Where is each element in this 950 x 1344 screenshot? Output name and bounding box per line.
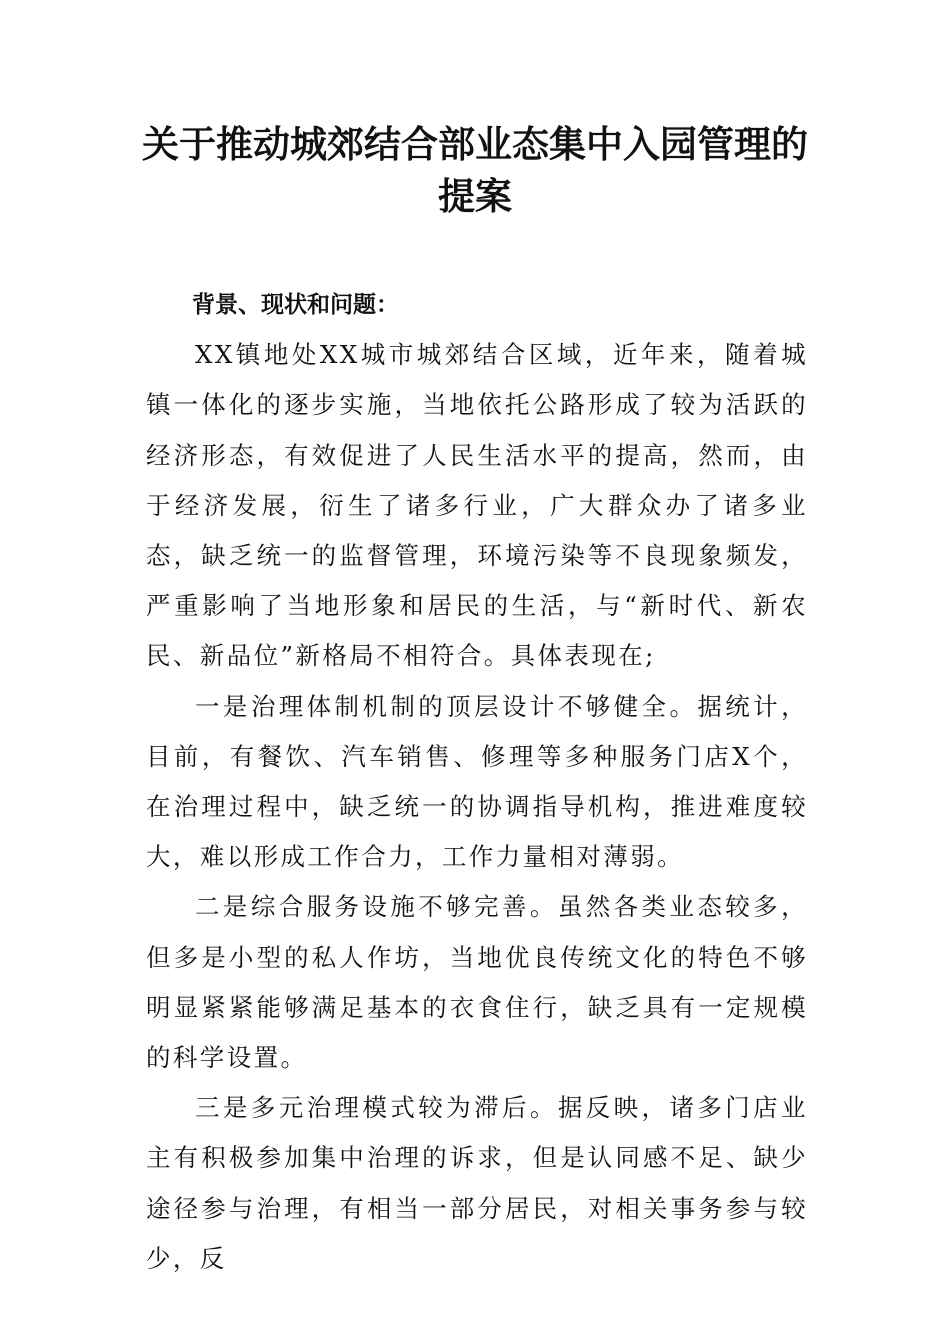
document-body <box>146 280 808 1284</box>
section-heading: 背景、现状和问题： <box>192 292 399 318</box>
paragraph-point-one: 一是治理体制机制的顶层设计不够健全。据统计，目前，有餐饮、汽车销售、修理等多种服务门店X个，在治理过程中，缺乏统一的协调指导机构，推进难度较大，难以形成工作合力，工作力量相对薄弱。 <box>146 691 808 872</box>
document-title-line-1: 关于推动城郊结合部业态集中入园管理的 <box>142 122 808 166</box>
paragraph-background: XX镇地处XX城市城郊结合区域，近年来，随着城镇一体化的逐步实施，当地依托公路形成了较为活跃的经济形态，有效促进了人民生活水平的提高，然而，由于经济发展，衍生了诸多行业，广大群众办了诸多业态，缺乏统一的监督管理，环境污染等不良现象频发，严重影响了当地形象和居民的生活，与“新时代、新农民、新品位”新格局不相符合。具体表现在; <box>146 340 808 671</box>
paragraph-point-three: 三是多元治理模式较为滞后。据反映，诸多门店业主有积极参加集中治理的诉求，但是认同感不足、缺少途径参与治理，有相当一部分居民，对相关事务参与较少，反 <box>146 1093 808 1273</box>
document-title <box>120 118 830 222</box>
paragraph-point-two: 二是综合服务设施不够完善。虽然各类业态较多，但多是小型的私人作坊，当地优良传统文化的特色不够明显紧紧能够满足基本的衣食住行，缺乏具有一定规模的科学设置。 <box>146 892 808 1073</box>
document-title-line-2: 提案 <box>438 174 512 218</box>
